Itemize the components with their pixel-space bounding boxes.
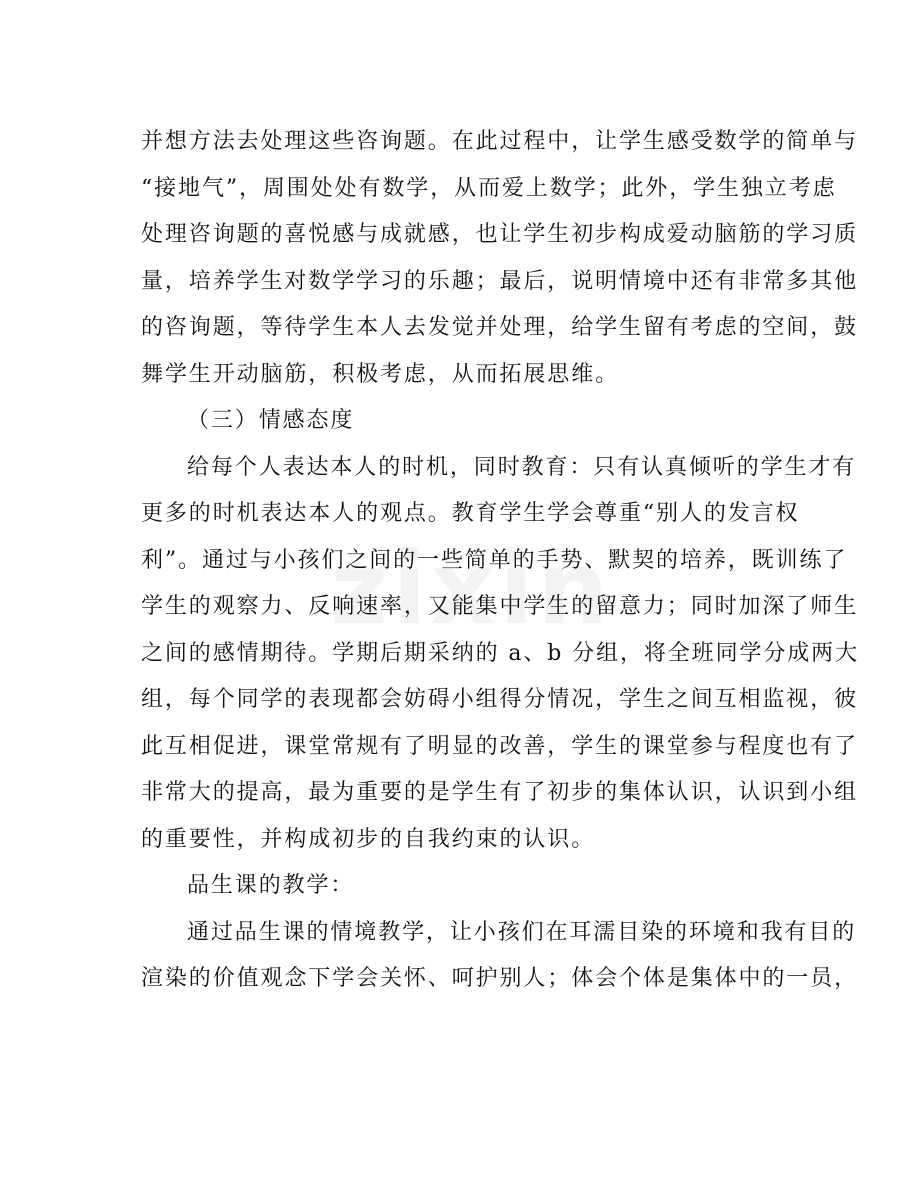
text-line: 此互相促进，课堂常规有了明显的改善，学生的课堂参与程度也有了: [141, 734, 859, 759]
text-line: 量，培养学生对数学学习的乐趣；最后，说明情境中还有非常多其他: [141, 269, 859, 294]
section-heading: 品生课的教学：: [187, 873, 355, 898]
text-line: 渲染的价值观念下学会关怀、呵护别人；体会个体是集体中的一员，: [141, 966, 859, 991]
text-line: 组，每个同学的表现都会妨碍小组得分情况，学生之间互相监视，彼: [141, 687, 859, 712]
text-line: 更多的时机表达本人的观点。教育学生学会尊重“别人的发言权: [141, 501, 800, 526]
text-line: 通过品生课的情境教学，让小孩们在耳濡目染的环境和我有目的: [187, 920, 857, 945]
text-line: 的重要性，并构成初步的自我约束的认识。: [141, 827, 596, 852]
text-line: 利”。通过与小孩们之间的一些简单的手势、默契的培养，既训练了: [141, 548, 848, 573]
text-line: 给每个人表达本人的时机，同时教育：只有认真倾听的学生才有: [187, 455, 857, 480]
text-line: 处理咨询题的喜悦感与成就感，也让学生初步构成爱动脑筋的学习质: [141, 222, 859, 247]
section-heading: （三）情感态度: [187, 408, 355, 433]
text-line: 并想方法去处理这些咨询题。在此过程中，让学生感受数学的简单与: [141, 129, 859, 154]
text-line: “接地气”，周围处处有数学，从而爱上数学；此外，学生独立考虑: [141, 176, 837, 201]
text-line: 的咨询题，等待学生本人去发觉并处理，给学生留有考虑的空间，鼓: [141, 315, 859, 340]
text-line: 学生的观察力、反响速率，又能集中学生的留意力；同时加深了师生: [141, 594, 859, 619]
text-line: 舞学生开动脑筋，积极考虑，从而拓展思维。: [141, 362, 620, 387]
text-line: 之间的感情期待。学期后期采纳的 a、b 分组，将全班同学分成两大: [141, 641, 859, 666]
text-line: 非常大的提高，最为重要的是学生有了初步的集体认识，认识到小组: [141, 780, 859, 805]
